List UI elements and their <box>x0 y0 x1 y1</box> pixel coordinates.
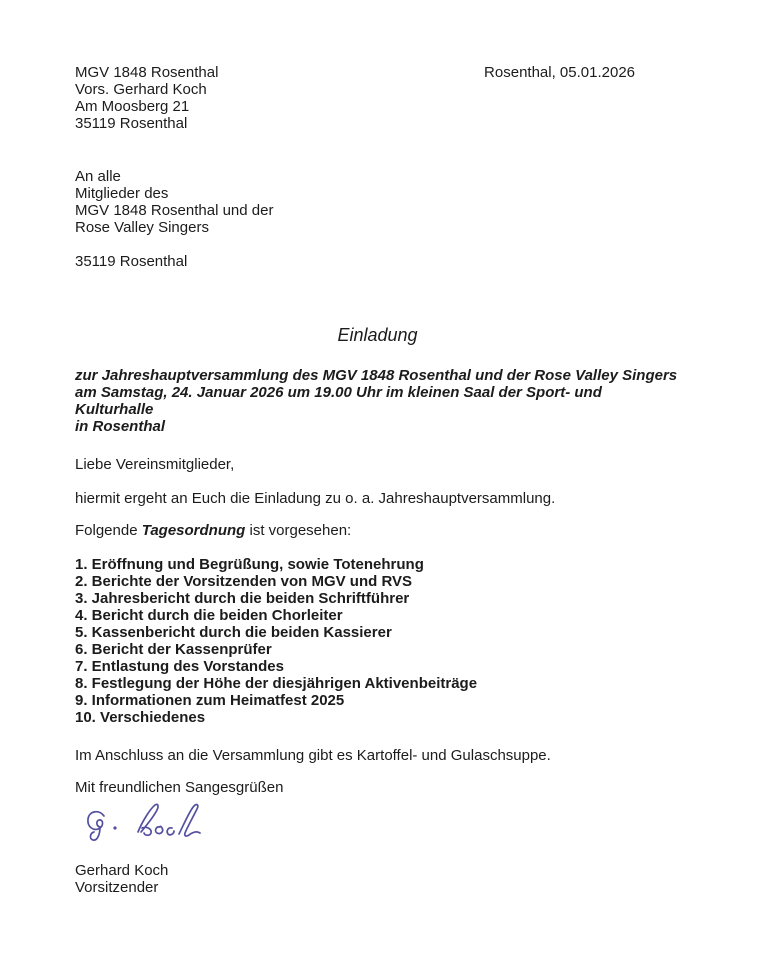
letter-date: Rosenthal, 05.01.2026 <box>484 64 635 81</box>
recipient-line: An alle <box>75 168 121 185</box>
agenda-item: 5. Kassenbericht durch die beiden Kassierer <box>75 624 392 641</box>
intro-paragraph: hiermit ergeht an Euch die Einladung zu o. a. Jahreshauptversammlung. <box>75 490 556 507</box>
agenda-intro-emphasis: Tagesordnung <box>141 522 246 539</box>
agenda-item: 1. Eröffnung und Begrüßung, sowie Totenehrung <box>75 556 424 573</box>
salutation: Liebe Vereinsmitglieder, <box>75 456 235 473</box>
agenda-intro-suffix: ist vorgesehen: <box>245 522 352 539</box>
signer-name: Gerhard Koch <box>75 862 169 879</box>
recipient-line: MGV 1848 Rosenthal und der <box>75 202 274 219</box>
agenda-item: 6. Bericht der Kassenprüfer <box>75 641 272 658</box>
recipient-line: Mitglieder des <box>75 185 169 202</box>
signer-role: Vorsitzender <box>75 879 159 896</box>
signer-block <box>75 862 680 896</box>
agenda-item: 9. Informationen zum Heimatfest 2025 <box>75 692 345 709</box>
sender-line: Vors. Gerhard Koch <box>75 81 207 98</box>
agenda-item: 8. Festlegung der Höhe der diesjährigen Aktivenbeiträge <box>75 675 478 692</box>
sender-address <box>75 64 218 132</box>
signature-ink-icon <box>80 800 210 858</box>
sender-line: 35119 Rosenthal <box>75 115 188 132</box>
agenda-item: 3. Jahresbericht durch die beiden Schriftführer <box>75 590 410 607</box>
agenda-item: 7. Entlastung des Vorstandes <box>75 658 284 675</box>
subject-line: zur Jahreshauptversammlung des MGV 1848 Rosenthal und der Rose Valley Singers <box>75 367 678 384</box>
letter-title: Einladung <box>337 325 418 345</box>
recipient-address <box>75 168 680 270</box>
handwritten-signature <box>80 800 680 862</box>
subject-line: in Rosenthal <box>75 418 166 435</box>
agenda-intro <box>75 522 680 539</box>
subject-line: am Samstag, 24. Januar 2026 um 19.00 Uhr im kleinen Saal der Sport- und Kulturhalle <box>75 384 602 418</box>
agenda-item: 10. Verschiedenes <box>75 709 206 726</box>
recipient-line: Rose Valley Singers <box>75 219 209 236</box>
sender-line: MGV 1848 Rosenthal <box>75 64 219 81</box>
recipient-city: 35119 Rosenthal <box>75 253 188 270</box>
agenda-intro-prefix: Folgende <box>75 522 142 539</box>
agenda-item: 4. Bericht durch die beiden Chorleiter <box>75 607 343 624</box>
sender-line: Am Moosberg 21 <box>75 98 190 115</box>
closing-line: Mit freundlichen Sangesgrüßen <box>75 779 284 796</box>
note-paragraph: Im Anschluss an die Versammlung gibt es Kartoffel- und Gulaschsuppe. <box>75 747 551 764</box>
agenda-item: 2. Berichte der Vorsitzenden von MGV und RVS <box>75 573 413 590</box>
letter-header <box>75 64 680 132</box>
subject-block <box>75 367 680 435</box>
agenda-list <box>75 556 680 726</box>
